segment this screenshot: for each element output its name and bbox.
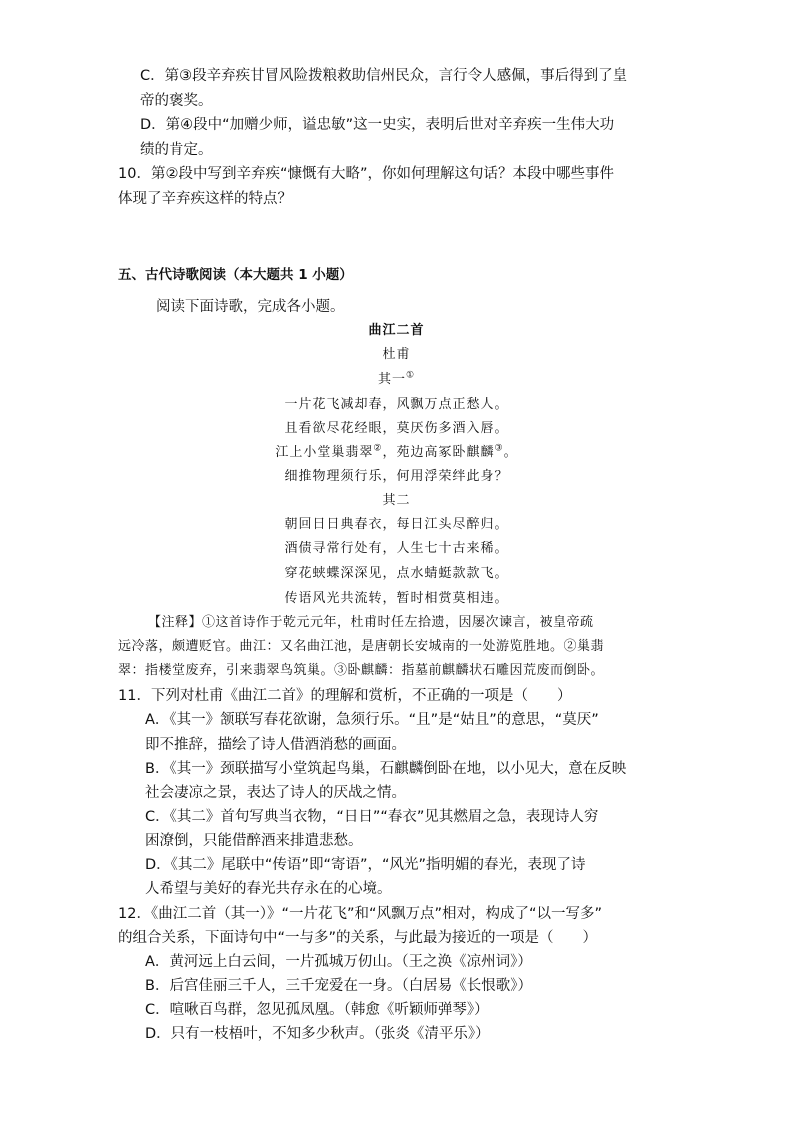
q12-option-a: A．黄河远上白云间，一片孤城万仞山。（王之涣《凉州词》） [145, 954, 532, 970]
q11-option-a-line2: 即不推辞，描绘了诗人借酒消愁的画面。 [145, 737, 406, 753]
q10-stem-line1: 10．第②段中写到辛弃疾“慷慨有大略”，你如何理解这句话？本段中哪些事件 [118, 166, 614, 182]
q11-option-b-line1: B．《其一》颈联描写小堂筑起鸟巢，石麒麟倒卧在地，以小见大，意在反映 [145, 761, 627, 777]
q11-option-d-line1: D．《其二》尾联中“传语”即“寄语”，“风光”指明媚的春光，表现了诗 [145, 857, 586, 873]
q11-option-c-line2: 困潦倒，只能借醉酒来排遣悲愁。 [145, 833, 363, 849]
footnote-mark-2: ② [373, 443, 383, 454]
poem-part1-line3-a: 江上小堂巢翡翠 [275, 445, 374, 460]
q10-stem-line2: 体现了辛弃疾这样的特点？ [118, 191, 292, 207]
reading-instruction: 阅读下面诗歌，完成各小题。 [156, 299, 345, 315]
q11-option-c-line1: C．《其二》首句写典当衣物，“日日”“春衣”见其燃眉之急，表现诗人穷 [145, 809, 599, 825]
q12-stem-line1: 12．《曲江二首（其一）》“一片花飞”和“风飘万点”相对，构成了“以一写多” [118, 906, 603, 922]
poem-part1-line3-c: 。 [503, 445, 518, 460]
q9-option-d-line1: D．第④段中“加赠少师，谥忠敏”这一史实，表明后世对辛弃疾一生伟大功 [140, 117, 615, 133]
section-heading: 五、古代诗歌阅读（本大题共 1 小题） [118, 267, 353, 283]
notes-line3: 翠：指楼堂废弃，引来翡翠鸟筑巢。③卧麒麟：指墓前麒麟状石雕因荒废而倒卧。 [118, 663, 605, 678]
poem-part2-line3: 穿花蛱蝶深深见，点水蜻蜓款款飞。 [284, 566, 509, 581]
poem-part1-line2: 且看欲尽花经眼，莫厌伤多酒入唇。 [284, 421, 509, 436]
poem-author: 杜甫 [382, 347, 411, 362]
poem-part2-line4: 传语风光共流转，暂时相赏莫相违。 [284, 591, 509, 606]
footnote-mark-1: ① [405, 370, 416, 381]
q12-stem-line2: 的组合关系，下面诗句中“一与多”的关系，与此最为接近的一项是（ ） [118, 930, 598, 946]
notes-line1: 【注释】①这首诗作于乾元元年，杜甫时任左拾遗，因屡次谏言，被皇帝疏 [148, 615, 594, 630]
footnote-mark-3: ③ [494, 443, 504, 454]
poem-part2-line1: 朝回日日典春衣，每日江头尽醉归。 [284, 517, 509, 532]
q9-option-c-line2: 帝的褒奖。 [140, 93, 213, 109]
q11-option-a-line1: A．《其一》颔联写春花欲谢，急须行乐。“且”是“姑且”的意思，“莫厌” [145, 712, 599, 728]
q9-option-d-line2: 绩的肯定。 [140, 142, 213, 158]
poem-part2-line2: 酒债寻常行处有，人生七十古来稀。 [284, 541, 509, 556]
q11-stem: 11．下列对杜甫《曲江二首》的理解和赏析，不正确的一项是（ ） [118, 688, 572, 704]
q12-option-c: C．喧啾百鸟群，忽见孤凤凰。（韩愈《听颖师弹琴》） [145, 1002, 489, 1018]
poem-part1-line4: 细推物理须行乐，何用浮荣绊此身？ [284, 469, 509, 484]
q12-option-b: B．后宫佳丽三千人，三千宠爱在一身。（白居易《长恨歌》） [145, 978, 532, 994]
poem-part1-title [0, 370, 793, 390]
poem-title: 曲江二首 [368, 323, 425, 338]
q12-option-d: D．只有一枝梧叶，不知多少秋声。（张炎《清平乐》） [145, 1026, 490, 1042]
notes-line2: 远冷落，颇遭贬官。曲江：又名曲江池，是唐朝长安城南的一处游览胜地。②巢翡 [118, 639, 605, 654]
poem-part1-title-text: 其一 [377, 372, 406, 387]
poem-part1-line3-b: ，苑边高冢卧麒麟 [382, 445, 495, 460]
poem-part2-title: 其二 [382, 493, 411, 508]
q9-option-c-line1: C．第③段辛弃疾甘冒风险拨粮救助信州民众，言行令人感佩，事后得到了皇 [140, 68, 628, 84]
poem-part1-line1: 一片花飞减却春，风飘万点正愁人。 [284, 397, 509, 412]
poem-part1-line3 [0, 443, 793, 463]
q11-option-d-line2: 人希望与美好的春光共存永在的心境。 [145, 881, 392, 897]
q11-option-b-line2: 社会凄凉之景，表达了诗人的厌战之情。 [145, 785, 406, 801]
